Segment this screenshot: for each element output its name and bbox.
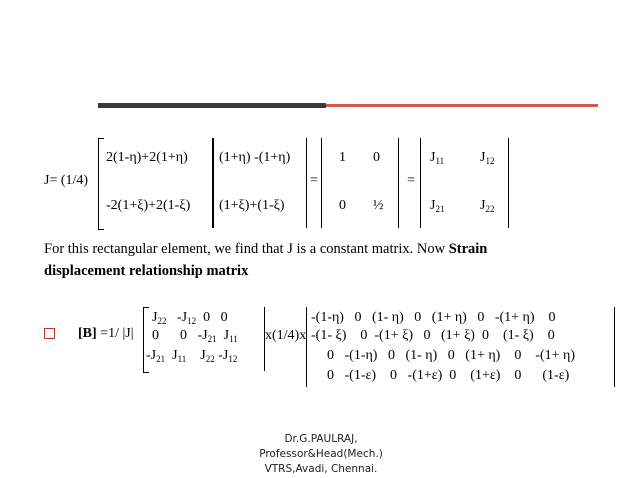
m2-left-line [321, 138, 322, 228]
dmat-r2: -(1- ξ) 0 -(1+ ξ) 0 (1+ ξ) 0 (1- ξ) 0 [311, 328, 555, 343]
m1-separator [212, 138, 214, 228]
dmat-r3: 0 -(1-η) 0 (1- η) 0 (1+ η) 0 -(1+ η) [327, 348, 576, 363]
m2-r2c2: ½ [373, 198, 384, 213]
m2-r1c1: 1 [339, 150, 346, 165]
bullet-square-icon [44, 328, 55, 339]
m3-j22: $J_{22}$ [480, 198, 495, 214]
dmat-left-line [306, 307, 307, 387]
b-lhs: [B] =1/ |J| [78, 326, 134, 341]
m1-r1c2: (1+η) -(1+η) [219, 150, 291, 165]
m2-r2c1: 0 [339, 198, 346, 213]
m2-r1c2: 0 [373, 150, 380, 165]
dmat-r1: -(1-η) 0 (1- η) 0 (1+ η) 0 -(1+ η) 0 [311, 310, 556, 325]
m1-r2c2: (1+ξ)+(1-ξ) [219, 198, 285, 213]
header-rule-dark [98, 103, 326, 108]
m1-r2c1: -2(1+ξ)+2(1-ξ) [106, 198, 191, 213]
inv-r1: $J_{22}$ $-J_{12}$ 0 0 [152, 310, 228, 326]
m1-right-line [306, 138, 307, 228]
m3-left-line [420, 138, 421, 228]
m1-r1c1: 2(1-η)+2(1+η) [106, 150, 188, 165]
inv-r2: 0 0 $-J_{21}$ $J_{11}$ [152, 328, 238, 344]
j-lhs: J= (1/4) [44, 173, 89, 188]
m2-right-line [398, 138, 399, 228]
dmat-r4: 0 -(1-ε) 0 -(1+ε) 0 (1+ε) 0 (1-ε) [327, 368, 570, 383]
footer-line-3: VTRS,Avadi, Chennai. [264, 463, 378, 475]
factor-quarter: x(1/4)x [265, 328, 307, 343]
header-rule-red [326, 104, 598, 107]
body-paragraph: For this rectangular element, we find that J is a constant matrix. Now Strain displacement relationship matrix [44, 241, 488, 279]
footer-line-2: Professor&Head(Mech.) [259, 448, 383, 460]
equals-2: = [407, 173, 415, 188]
footer-line-1: Dr.G.PAULRAJ, [284, 433, 358, 445]
footer-credit [256, 432, 386, 477]
inv-r3: $-J_{21}$ $J_{11}$ $J_{22}$ $-J_{12}$ [146, 348, 238, 364]
m1-left-bracket [98, 138, 104, 230]
equals-1: = [310, 173, 318, 188]
m3-right-line [508, 138, 509, 228]
m3-j21: $J_{21}$ [430, 198, 445, 214]
m3-j11: $J_{11}$ [430, 150, 445, 166]
m3-j12: $J_{12}$ [480, 150, 495, 166]
dmat-right-line [614, 307, 615, 387]
